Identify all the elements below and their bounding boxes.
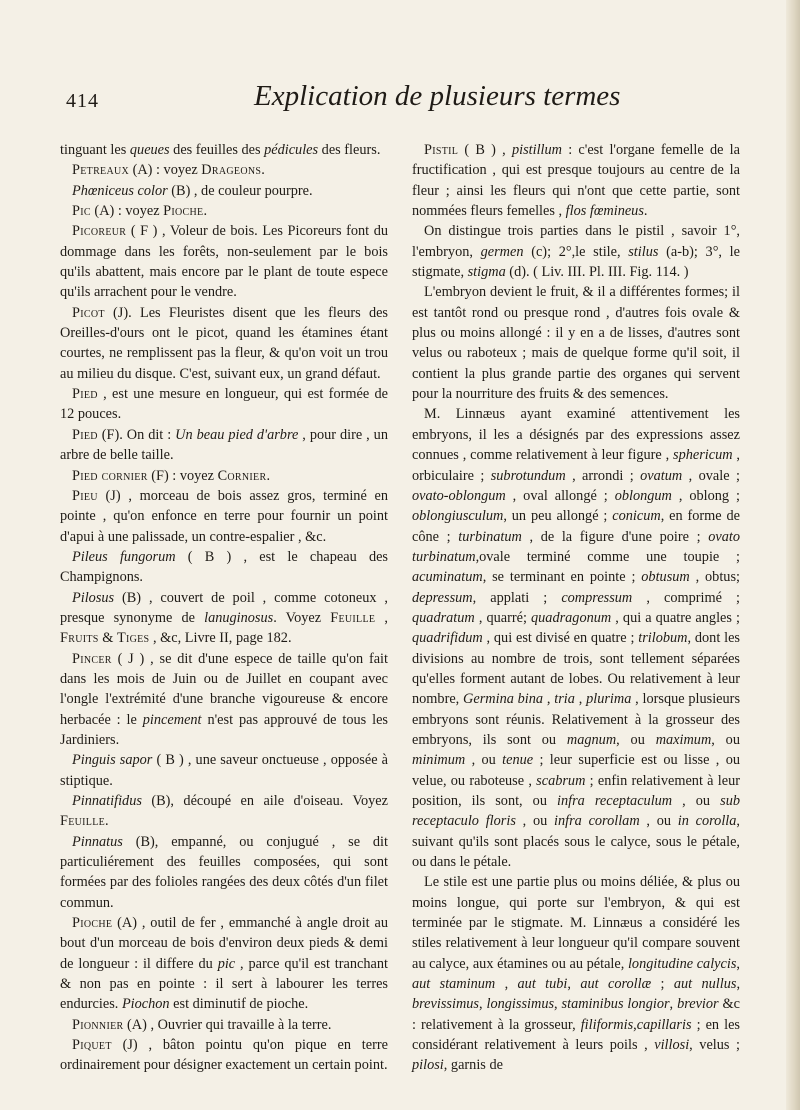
italic-term: pincement xyxy=(142,711,202,728)
entry-paragraph xyxy=(60,832,388,913)
entry-headword: Petreaux xyxy=(72,162,130,179)
entry-text: , xyxy=(736,955,740,972)
italic-term: flos fœmineus xyxy=(565,203,644,220)
entry-headword: Cornier xyxy=(217,467,267,484)
entry-paragraph xyxy=(412,140,740,221)
italic-term: ovatum xyxy=(640,467,683,484)
entry-text: , xyxy=(633,1016,637,1033)
entry-headword: Pied cornier xyxy=(72,467,148,484)
entry-text: des fleurs. xyxy=(318,142,381,158)
italic-term: filiformis xyxy=(580,1016,634,1033)
page-spine-shadow xyxy=(786,0,800,1110)
italic-term: tenue xyxy=(502,752,534,769)
italic-term: pilosi xyxy=(412,1057,444,1074)
italic-term: capillaris xyxy=(636,1016,692,1033)
entry-paragraph xyxy=(60,160,388,180)
entry-text: des feuilles des xyxy=(169,142,265,158)
entry-text: (J) , bâton pointu qu'on pique en terre ordinairement pour désigner exactement un certain point. xyxy=(60,1037,388,1074)
entry-text: , ou xyxy=(515,813,555,830)
entry-text: , lorsque plusieurs embryons sont réunis. Relativement à la grosseur des embryons, ils sont ou xyxy=(412,691,741,748)
entry-paragraph xyxy=(60,1015,388,1035)
entry-text: ( J ) , se dit d'une espece de taille qu'on fait dans les mois de Juin ou de Juillet en coupant avec l'ongle l'extrémité d'une branche vigoureuse & encore herbacée : le xyxy=(60,650,388,728)
entry-text: , xyxy=(543,691,555,708)
entry-text: n'est pas approuvé de tous les Jardiniers. xyxy=(60,711,388,748)
entry-paragraph xyxy=(60,181,388,201)
entry-text: M. Linnæus ayant examiné attentivement les embryons, il les a désignés par des expressions assez connues , comme relativement à leur figure , xyxy=(412,406,740,464)
entry-text: (A) : voyez xyxy=(90,203,164,220)
italic-term: obtusum xyxy=(641,569,690,586)
entry-text: . xyxy=(643,203,648,220)
entry-headword: Pincer xyxy=(72,650,112,667)
italic-term: Pinguis sapor xyxy=(72,752,153,769)
entry-paragraph xyxy=(60,466,388,486)
entry-text: ,ovale terminé comme une toupie ; xyxy=(475,548,740,565)
entry-text: , qui a quatre angles ; xyxy=(611,609,740,626)
entry-text: est diminutif de pioche. xyxy=(169,996,309,1013)
italic-term: subrotundum xyxy=(490,467,566,484)
entry-text: , applati ; xyxy=(472,589,562,606)
italic-term: Piochon xyxy=(121,996,170,1013)
italic-term: Pileus fungorum xyxy=(72,548,176,565)
entry-text: L'embryon devient le fruit, & il a différentes formes; il est tantôt rond ou presque rond , d'autres fois ovale & plus ou moins allongé : il y en a de lisses, d'autres sont velus ou raboteux ; mais de quelque forme qu'il soit, il contient la plus grande partie des organes qui servent pour la nourriture des fruits & des semences. xyxy=(412,284,740,403)
entry-headword: Pioche xyxy=(72,915,113,932)
entry-text: , xyxy=(375,609,388,626)
entry-text: (A) : voyez xyxy=(129,162,202,179)
entry-text: , de la figure d'une poire ; xyxy=(521,528,709,545)
entry-text: , xyxy=(669,996,678,1013)
italic-term: Pinnatifidus xyxy=(72,793,142,809)
italic-term: longitudine calycis xyxy=(627,955,737,972)
entry-text: , se terminant en pointe ; xyxy=(482,569,642,586)
entry-text: , arrondi ; xyxy=(565,467,641,484)
entry-paragraph xyxy=(412,872,740,1075)
entry-text: & xyxy=(98,630,117,647)
entry-text: , en forme de cône ; xyxy=(412,508,740,545)
italic-term: aut tubi xyxy=(517,976,568,993)
italic-term: brevissimus xyxy=(412,996,479,1013)
italic-term: infra receptaculum xyxy=(557,793,673,809)
italic-term: oblongiusculum xyxy=(412,508,504,525)
italic-term: turbinatum xyxy=(458,528,522,545)
italic-term: stigma xyxy=(467,264,506,281)
italic-term: Germina bina xyxy=(463,691,544,708)
italic-term: lanuginosus xyxy=(204,609,274,626)
entry-text: Le stile est une partie plus ou moins déliée, & plus ou moins longue, qui porte sur l'embryon, & qui est terminée par le stigmate. M. Linnæus a considéré les stiles relativement à leur longueur qu'il compare souvent au calyce, aux étamines ou au pétale, xyxy=(412,874,740,972)
italic-term: staminibus longior xyxy=(561,996,670,1013)
entry-text: (B), empanné, ou conjugué , se dit particuliérement des feuilles composées, qui sont formées par des folioles rangées des deux côtés d'un filet commun. xyxy=(60,833,388,911)
entry-headword: Pionnier xyxy=(72,1016,124,1033)
entry-text: . xyxy=(266,467,271,484)
entry-paragraph xyxy=(60,384,388,425)
entry-text: , oval allongé ; xyxy=(505,487,615,504)
entry-text: , xyxy=(495,976,518,993)
entry-text: tinguant les xyxy=(60,142,130,158)
italic-term: Un beau pied d'arbre xyxy=(175,426,299,443)
entry-text: . xyxy=(105,813,109,830)
entry-text: , dont les divisions au nombre de trois, sont tellement séparées qu'elles forment autant de lobes. Ou relativement à leur nombre, xyxy=(412,630,740,708)
entry-text: &c : relativement à la grosseur, xyxy=(412,996,741,1033)
italic-term: quadragonum xyxy=(531,609,612,626)
entry-text: (J) , morceau de bois assez gros, terminé en pointe , qu'on enfonce en terre pour fournir un point d'apui à une palissade, un contre-espalier , &c. xyxy=(60,487,388,545)
entry-text: , pour dire , un arbre de belle taille. xyxy=(60,426,388,464)
entry-paragraph xyxy=(60,303,388,384)
entry-text: (F) : voyez xyxy=(147,467,218,484)
entry-paragraph xyxy=(60,425,388,466)
entry-text: (B), découpé en aile d'oiseau. Voyez xyxy=(141,793,388,809)
entry-text: , un peu allongé ; xyxy=(503,508,613,525)
italic-term: compressum xyxy=(561,589,633,606)
italic-term: pédicules xyxy=(264,142,319,158)
italic-term: depressum xyxy=(412,589,473,606)
entry-paragraph xyxy=(60,649,388,751)
italic-term: aut staminum xyxy=(412,976,496,993)
entry-text: , comprimé ; xyxy=(632,589,740,606)
entry-text: , ou xyxy=(465,752,503,769)
italic-term: villosi xyxy=(654,1037,690,1054)
entry-text: , xyxy=(478,996,487,1013)
entry-paragraph xyxy=(60,750,388,791)
entry-paragraph xyxy=(60,140,388,160)
entry-headword: Feuille xyxy=(60,813,106,830)
italic-term: acuminatum xyxy=(412,569,483,586)
italic-term: in corolla xyxy=(677,813,737,830)
italic-term: stilus xyxy=(628,243,659,260)
entry-headword: Pied xyxy=(72,386,98,403)
italic-term: Phœniceus color xyxy=(72,182,168,199)
entry-text: , ou xyxy=(639,813,678,830)
entry-text: ( F ) , Voleur de bois. Les Picoreurs font du dommage dans les forêts, non-seulement par le bois qu'ils abattent, mais encore par le plant de toute espece qu'ils arrachent pour le vendre. xyxy=(60,223,388,301)
entry-headword: Picot xyxy=(72,304,105,321)
entry-text: , obtus; xyxy=(689,569,740,586)
entry-text: , oblong ; xyxy=(671,487,740,504)
entry-text: . xyxy=(261,162,265,179)
entry-text: ; enfin relativement à leur position, ils sont, ou xyxy=(412,772,740,809)
page-header xyxy=(66,80,736,120)
italic-term: ovato-oblongum xyxy=(412,487,506,504)
entry-text: . Voyez xyxy=(273,609,331,626)
italic-term: oblongum xyxy=(614,487,672,504)
entry-headword: Pic xyxy=(72,203,91,220)
entry-text: , ou xyxy=(711,731,740,748)
right-column xyxy=(412,140,740,1076)
entry-paragraph xyxy=(60,588,388,649)
italic-term: quadratum xyxy=(412,609,475,626)
italic-term: germen xyxy=(480,243,524,260)
entry-text: (B) , couvert de poil , comme cotoneux , presque synonyme de xyxy=(60,589,388,626)
entry-text: ( B ) , est le chapeau des Champignons. xyxy=(60,548,388,586)
italic-term: magnum xyxy=(566,731,617,748)
italic-term: aut nullus xyxy=(673,976,737,993)
entry-paragraph xyxy=(60,1035,388,1076)
italic-term: scabrum xyxy=(536,772,586,789)
entry-text: : c'est l'organe femelle de la fructification , qui est presque toujours au centre de la fleur ; ainsi les fleurs qui n'ont que cette partie, sont nommées fleurs femelles , xyxy=(412,142,740,220)
entry-text: , qui est divisé en quatre ; xyxy=(482,630,639,647)
entry-headword: Tiges xyxy=(116,630,150,647)
entry-headword: Drageons xyxy=(201,162,262,179)
entry-paragraph xyxy=(412,221,740,282)
entry-text: ; xyxy=(651,976,674,993)
italic-term: conicum xyxy=(612,508,661,525)
entry-text: , ou xyxy=(616,731,656,748)
entry-headword: Picoreur xyxy=(72,223,127,240)
entry-text: (F). On dit : xyxy=(97,426,176,443)
entry-text: (a-b); 3°, le stigmate, xyxy=(412,243,740,281)
italic-term: sub receptaculo floris xyxy=(412,793,740,830)
left-column xyxy=(60,140,388,1076)
entry-text: . xyxy=(203,203,208,220)
italic-term: Pilosus xyxy=(72,589,115,606)
entry-paragraph xyxy=(412,282,740,404)
entry-text: , orbiculaire ; xyxy=(412,447,740,484)
italic-term: longissimus xyxy=(486,996,555,1013)
italic-term: minimum xyxy=(412,752,466,769)
entry-paragraph xyxy=(60,547,388,588)
entry-text: , suivant qu'ils sont placés sous le calyce, sous le pétale, ou dans le pétale. xyxy=(412,813,740,871)
italic-term: ovato turbinatum xyxy=(412,528,740,565)
italic-term: Pinnatus xyxy=(72,833,123,850)
italic-term: pistillum xyxy=(511,142,562,158)
entry-text: (A) , outil de fer , emmanché à angle droit au bout d'un morceau de bois d'environ deux pieds & demi de longueur : il differe du xyxy=(60,915,388,972)
entry-text: , velus ; xyxy=(689,1037,741,1054)
entry-headword: Pieu xyxy=(72,487,98,504)
entry-paragraph xyxy=(60,201,388,221)
entry-paragraph xyxy=(60,913,388,1015)
entry-headword: Pistil xyxy=(424,142,459,158)
italic-term: plurima xyxy=(586,691,632,708)
entry-text: (B) , de couleur pourpre. xyxy=(167,182,313,199)
entry-text: , garnis de xyxy=(443,1057,503,1074)
entry-text: , est une mesure en longueur, qui est formée de 12 pouces. xyxy=(60,386,388,423)
entry-text: , quarré; xyxy=(474,609,531,626)
entry-paragraph xyxy=(60,791,388,832)
entry-headword: Feuille xyxy=(330,609,376,626)
entry-text: , parce qu'il est tranchant & non pas en pointe : il sert à labourer les terres endurcies. xyxy=(60,955,388,1013)
italic-term: tria xyxy=(554,691,575,708)
entry-text: , xyxy=(567,976,581,993)
italic-term: aut corollæ xyxy=(580,976,652,993)
entry-text: , xyxy=(736,976,741,993)
entry-text: ; en les considérant relativement à leurs poils , xyxy=(412,1016,740,1054)
entry-headword: Pied xyxy=(72,426,98,443)
italic-term: trilobum xyxy=(638,630,688,647)
entry-text: (A) , Ouvrier qui travaille à la terre. xyxy=(123,1016,332,1033)
entry-paragraph xyxy=(60,221,388,302)
entry-text: (d). ( Liv. III. Pl. III. Fig. 114. ) xyxy=(505,264,689,281)
entry-text: (J). Les Fleuristes disent que les fleurs des Oreilles-d'ours ont le picot, quand les étamines étant courtes, ne remplissent pas la fleur, & qu'on voit un trou au milieu du disque. C'est, suivant eux, un grand défaut. xyxy=(60,304,388,382)
italic-term: brevior xyxy=(677,996,719,1013)
italic-term: maximum xyxy=(655,731,712,748)
entry-paragraph xyxy=(412,404,740,872)
entry-text: , ou xyxy=(672,793,721,809)
entry-text: , xyxy=(554,996,562,1013)
entry-headword: Piquet xyxy=(72,1037,112,1054)
italic-term: queues xyxy=(129,142,170,158)
italic-term: sphericum xyxy=(673,447,733,464)
entry-headword: Fruits xyxy=(60,630,99,647)
entry-paragraph xyxy=(60,486,388,547)
page-number: 414 xyxy=(66,90,99,112)
entry-text: ( B ) , une saveur onctueuse , opposée à stiptique. xyxy=(60,752,388,789)
italic-term: infra corollam xyxy=(554,813,640,830)
entry-text: On distingue trois parties dans le pistil , savoir 1°, l'embryon, xyxy=(412,223,740,260)
entry-text: , &c, Livre II, page 182. xyxy=(149,630,292,647)
entry-text: (c); 2°,le stile, xyxy=(523,243,629,260)
running-title: Explication de plusieurs termes xyxy=(254,80,621,112)
italic-term: quadrifidum xyxy=(412,630,483,647)
entry-text: ; leur superficie est ou lisse , ou velue, ou raboteuse , xyxy=(412,752,740,789)
entry-text: , ovale ; xyxy=(682,467,740,484)
entry-text: ( B ) , xyxy=(458,142,512,158)
entry-headword: Pioche xyxy=(163,203,204,220)
italic-term: pic xyxy=(217,955,236,972)
entry-text: , xyxy=(574,691,587,708)
